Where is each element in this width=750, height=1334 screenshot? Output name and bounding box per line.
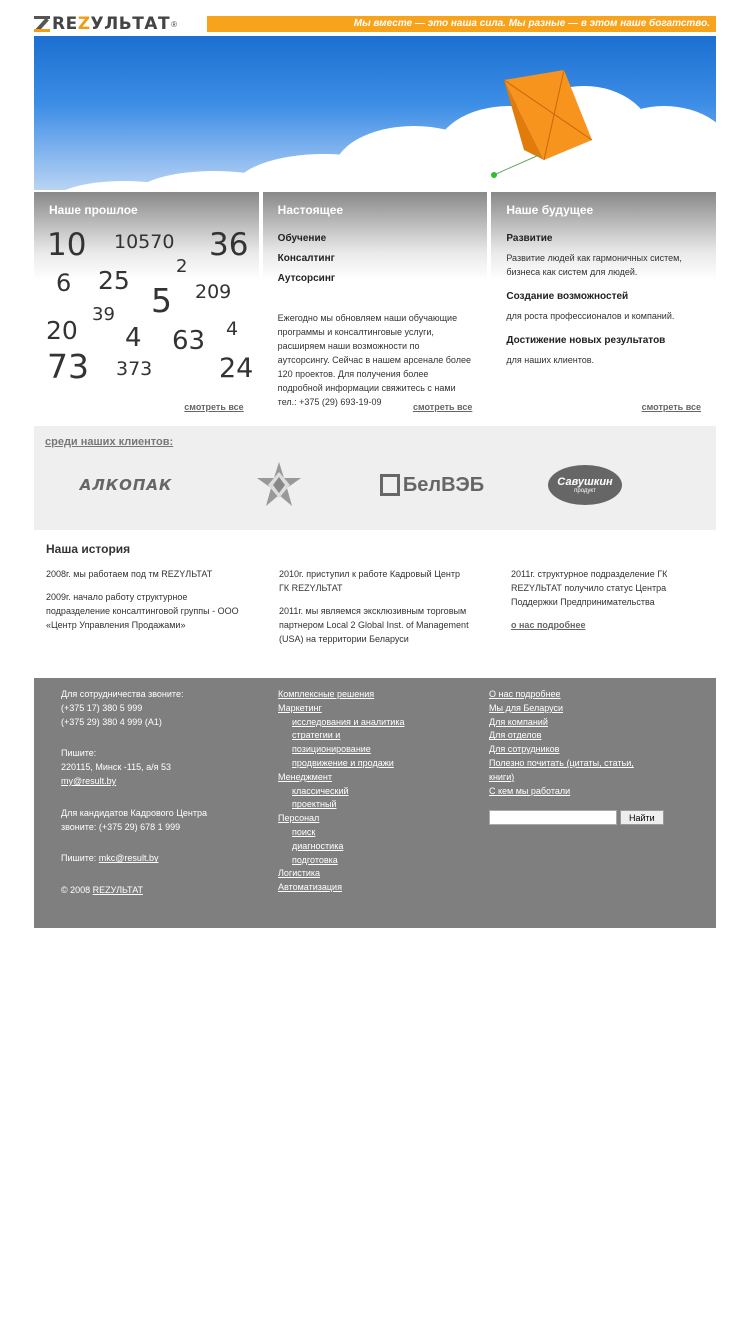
menu-complex-solutions[interactable]: Комплексные решения	[278, 689, 375, 699]
past-number: 6	[56, 269, 72, 297]
copyright-link[interactable]: REZУЛЬТАТ	[92, 885, 143, 896]
candidates-label: Для кандидатов Кадрового Центра	[61, 807, 208, 818]
menu-logistics[interactable]: Логистика	[278, 868, 321, 879]
slogan: Мы вместе — это наша сила. Мы разные — в этом наше богатство.	[207, 16, 716, 32]
history-entry: 2008г. мы работаем под тм REZYЛЬТАТ	[46, 569, 213, 579]
future-block-title: Достижение новых результатов	[506, 335, 666, 346]
menu-marketing[interactable]: Маркетинг	[278, 702, 322, 713]
future-column	[491, 192, 716, 424]
search-form	[489, 810, 664, 825]
candidates-phone: звоните: (+375 29) 678 1 999	[61, 821, 181, 832]
history-entry: 2011г. мы являемся эксклюзивным торговым партнером Local 2 Global Inst. of Management (USA) на территории Беларуси	[279, 606, 469, 644]
client-logo-alkopak[interactable]: АЛКОПАК	[79, 476, 173, 494]
past-number: 10	[47, 227, 87, 263]
present-item-outsourcing[interactable]: Аутсорсинг	[277, 273, 336, 284]
menu-project[interactable]: проектный	[292, 799, 337, 810]
link-for-belarus[interactable]: Мы для Беларуси	[489, 702, 564, 713]
phone-1: (+375 17) 380 5 999	[61, 702, 143, 713]
future-block-text: Развитие людей как гармоничных систем, бизнеса как систем для людей.	[506, 253, 682, 277]
past-number: 4	[125, 323, 142, 353]
link-for-departments[interactable]: Для отделов	[489, 730, 542, 741]
menu-diagnostics[interactable]: диагностика	[292, 840, 344, 851]
logo-mark-icon	[34, 16, 50, 32]
present-title: Настоящее	[277, 203, 344, 217]
present-column	[263, 192, 488, 424]
present-item-training[interactable]: Обучение	[277, 233, 327, 244]
link-about[interactable]: О нас подробнее	[489, 689, 561, 699]
write-label: Пишите:	[61, 748, 97, 759]
header	[34, 14, 716, 34]
future-title: Наше будущее	[506, 203, 594, 217]
belveb-mark-icon	[380, 474, 400, 496]
history-title: Наша история	[46, 542, 131, 556]
kite-icon	[484, 70, 604, 180]
present-more-link[interactable]: смотреть все	[412, 402, 473, 412]
menu-promotion[interactable]: продвижение и продажи	[292, 757, 394, 768]
history-section	[34, 530, 716, 678]
past-column	[34, 192, 259, 424]
phone-2: (+375 29) 380 4 999 (А1)	[61, 716, 162, 727]
menu-personnel[interactable]: Персонал	[278, 813, 320, 824]
clients-title[interactable]: среди наших клиентов:	[45, 436, 174, 448]
client-logo-belveb[interactable]: БелВЭБ	[372, 460, 492, 510]
address: 220115, Минск -115, а/я 53	[61, 762, 172, 773]
past-number: 73	[47, 347, 89, 386]
past-number: 373	[116, 358, 153, 380]
clients-section	[34, 426, 716, 530]
past-more-link[interactable]: смотреть все	[184, 402, 244, 412]
present-item-consulting[interactable]: Консалтинг	[277, 253, 335, 264]
past-number: 2	[176, 256, 188, 277]
history-column-3	[511, 567, 696, 632]
future-block-text: для наших клиентов.	[506, 355, 595, 365]
future-block-title: Создание возможностей	[506, 291, 629, 302]
history-column-1	[46, 567, 246, 641]
logo-text: REZУЛЬТАТ	[52, 14, 171, 34]
future-more-link[interactable]: смотреть все	[641, 402, 702, 412]
write-label-2: Пишите:	[61, 853, 97, 864]
menu-research[interactable]: исследования и аналитика	[292, 716, 405, 727]
logo-registered-mark: ®	[171, 19, 177, 29]
menu-strategy[interactable]: стратегии и	[292, 730, 341, 741]
menu-classic[interactable]: классический	[292, 785, 349, 796]
menu-automation[interactable]: Автоматизация	[278, 882, 342, 893]
history-entry: 2010г. приступил к работе Кадровый Центр ГК REZYЛЬТАТ	[279, 569, 460, 593]
client-logo-emblem-icon[interactable]	[252, 460, 306, 510]
footer-contacts	[61, 688, 207, 898]
menu-search[interactable]: поиск	[292, 826, 316, 837]
future-block-title: Развитие	[506, 233, 553, 244]
past-number: 209	[195, 281, 232, 303]
past-number: 20	[46, 316, 78, 345]
link-useful-reading-books[interactable]: книги)	[489, 771, 515, 782]
search-button[interactable]: Найти	[620, 810, 664, 825]
logo[interactable]	[34, 15, 206, 33]
past-title: Наше прошлое	[49, 203, 138, 217]
banner-image	[34, 36, 716, 190]
about-more-link[interactable]: о нас подробнее	[511, 620, 586, 630]
link-useful-reading[interactable]: Полезно почитать (цитаты, статьи,	[489, 757, 634, 768]
past-number: 4	[226, 318, 239, 340]
history-entry: 2011г. структурное подразделение ГК REZYЛЬТАТ получило статус Центра Поддержки Предпринимательства	[511, 569, 668, 607]
footer-menu	[278, 688, 404, 895]
history-column-2	[279, 567, 469, 655]
link-clients[interactable]: С кем мы работали	[489, 785, 571, 796]
present-text: Ежегодно мы обновляем наши обучающие программы и консалтинговые услуги, расширяем наши возможности по аутсорсингу. Сейчас в нашем арсенале более 120 проектов. Для получения более подробной информации свяжитесь с нами тел.: +375 (29) 693-19-09	[277, 313, 471, 407]
copyright: © 2008	[61, 885, 91, 896]
link-for-companies[interactable]: Для компаний	[489, 716, 548, 727]
client-logo-savushkin[interactable]: Савушкин продукт	[547, 460, 623, 510]
email-link-2[interactable]: mkc@result.by	[98, 853, 159, 864]
menu-management[interactable]: Менеджмент	[278, 771, 332, 782]
history-entry: 2009г. начало работу структурное подразделение консалтинговой группы - ООО «Центр Управления Продажами»	[46, 592, 239, 630]
future-block-text: для роста профессионалов и компаний.	[506, 311, 675, 321]
coop-label: Для сотрудничества звоните:	[61, 689, 184, 699]
present-list	[263, 233, 488, 293]
past-number: 24	[219, 353, 254, 384]
footer	[34, 678, 716, 928]
past-number: 39	[92, 304, 115, 325]
past-number: 10570	[114, 231, 175, 253]
footer-links	[489, 688, 634, 798]
search-input[interactable]	[489, 810, 617, 825]
link-for-employees[interactable]: Для сотрудников	[489, 744, 560, 755]
past-number: 5	[151, 281, 172, 320]
past-number: 63	[172, 326, 206, 356]
email-link[interactable]: my@result.by	[61, 775, 117, 786]
past-number: 36	[209, 227, 249, 263]
menu-training[interactable]: подготовка	[292, 854, 338, 865]
menu-positioning[interactable]: позиционирование	[292, 744, 371, 755]
past-number: 25	[98, 266, 130, 295]
